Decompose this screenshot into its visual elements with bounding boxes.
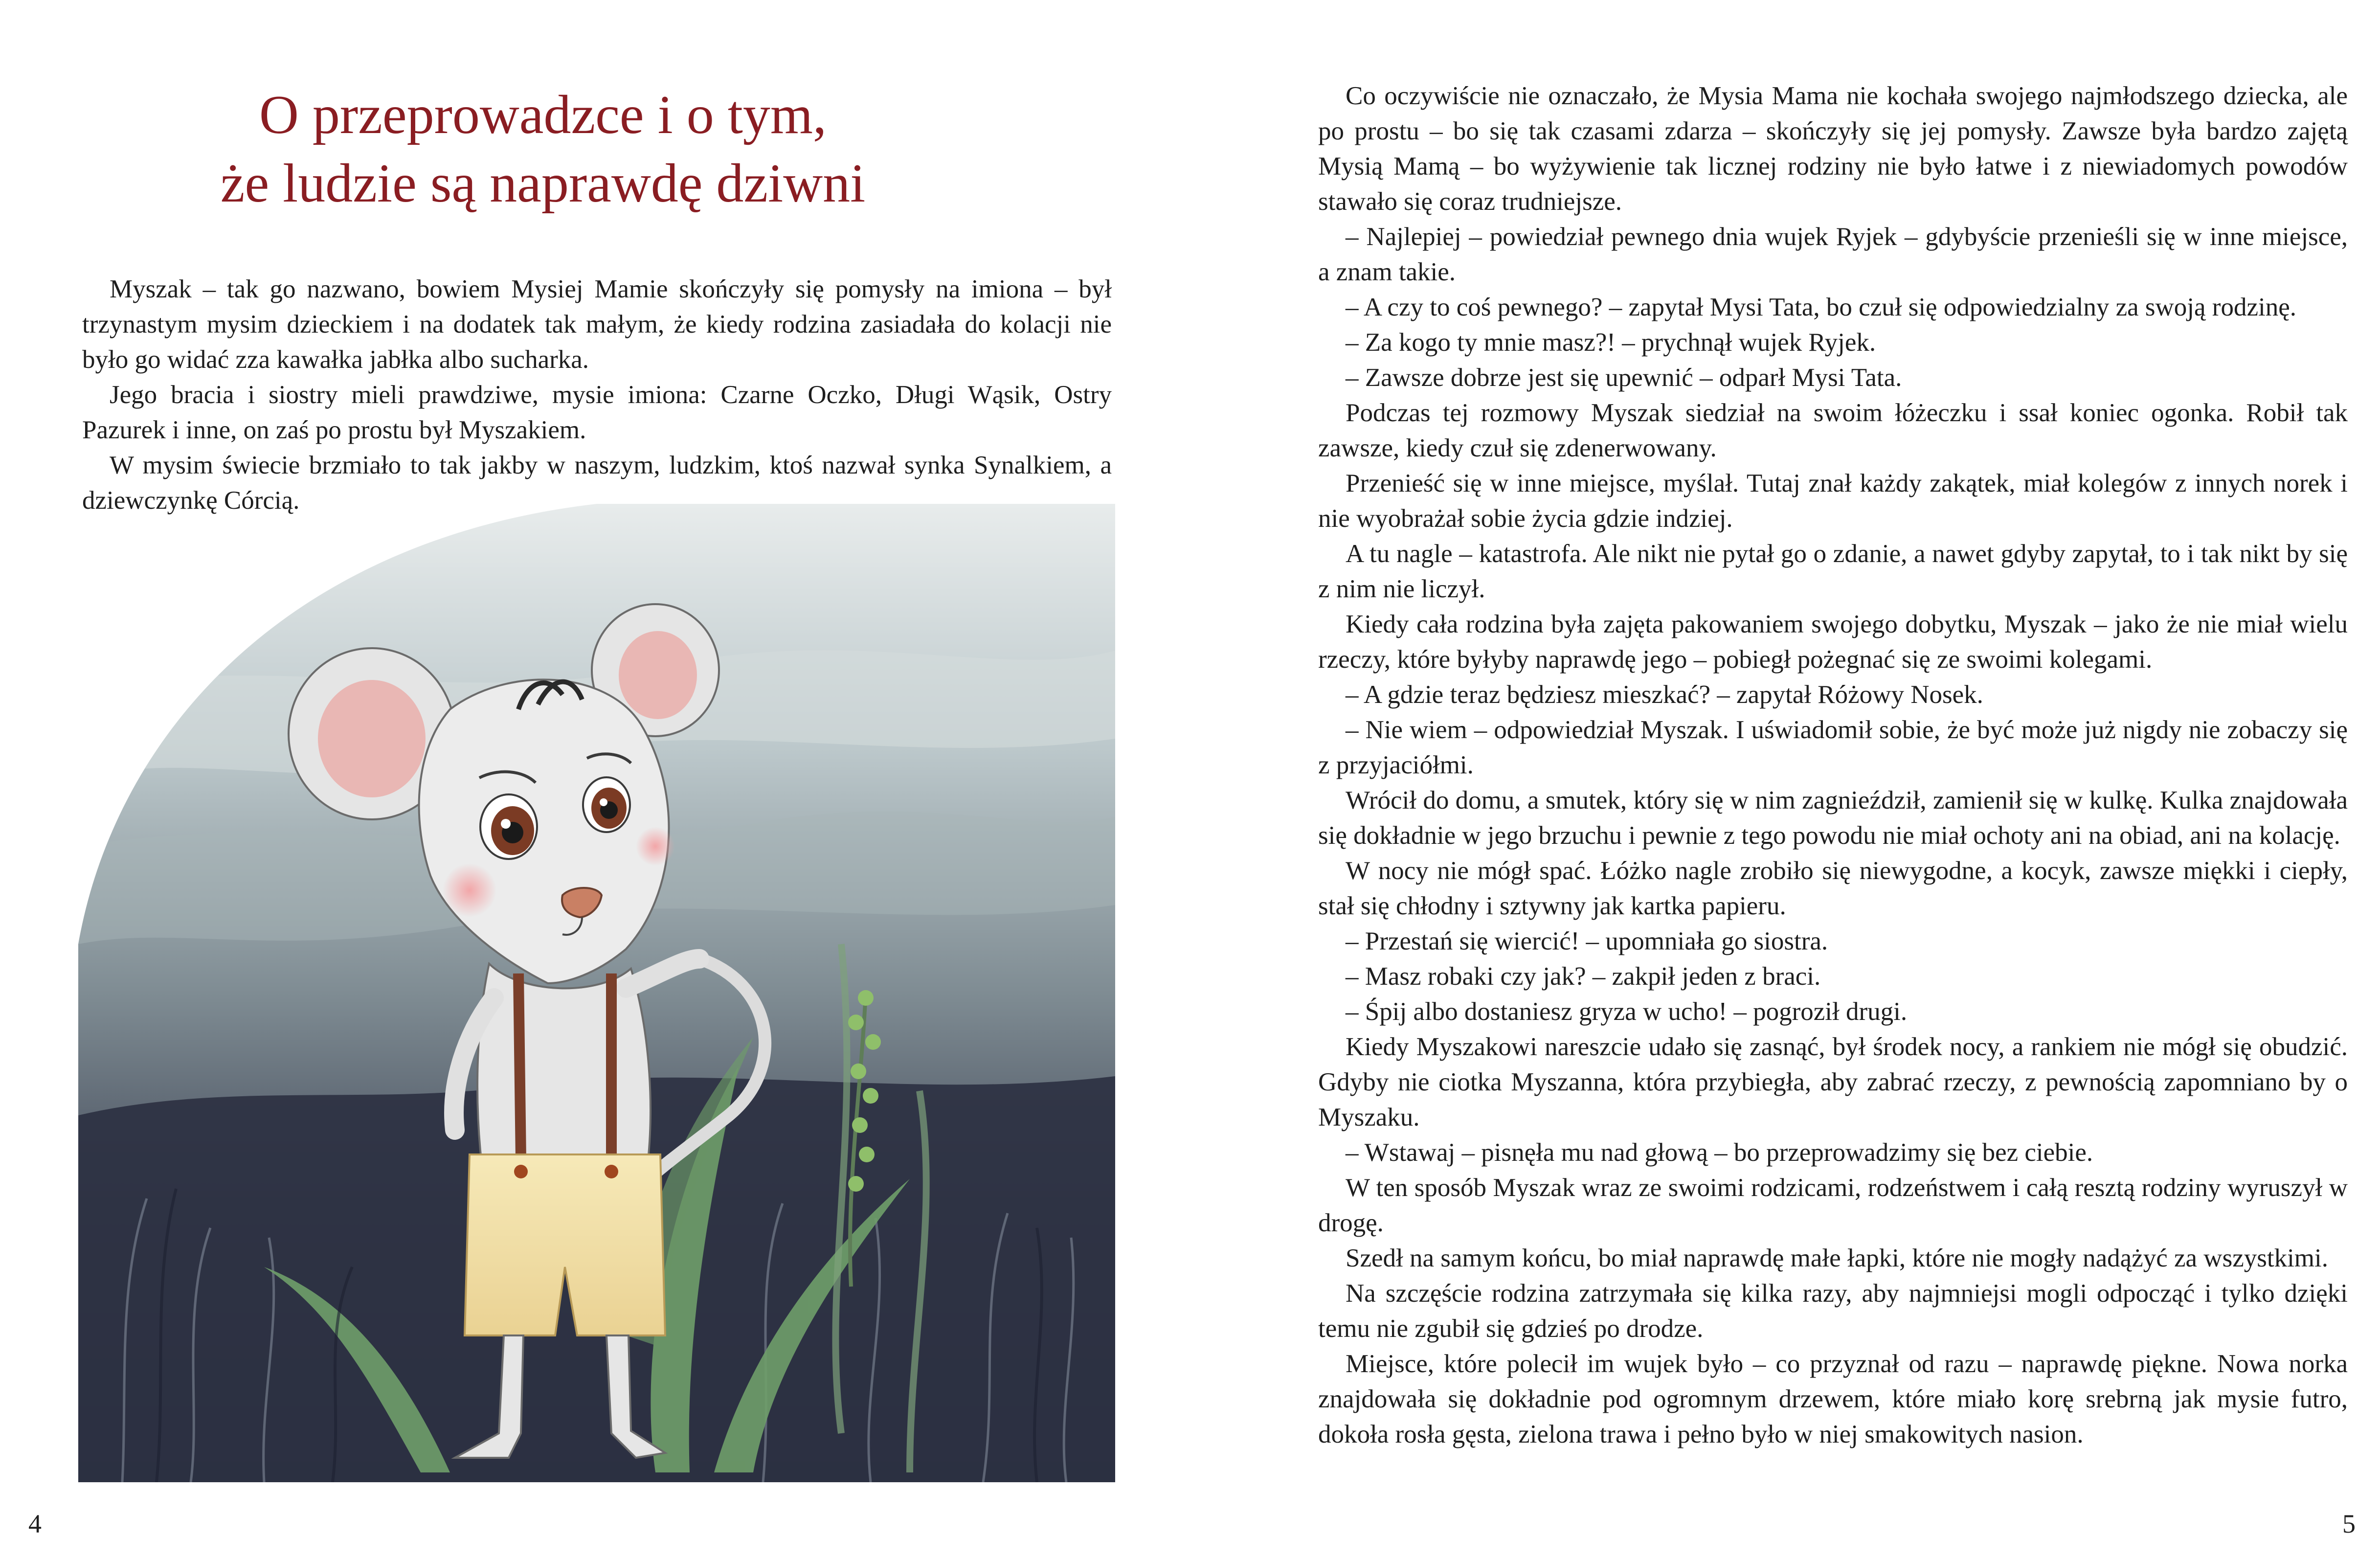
chapter-title [147, 81, 939, 218]
suspender-left [518, 973, 521, 1159]
chapter-title-line-1: O przeprowadzce i o tym, [259, 85, 827, 145]
mouse-illustration-art [78, 504, 1115, 1482]
dialogue-line: – Masz robaki czy jak? – zakpił jeden z braci. [1346, 962, 1821, 991]
left-body-text [82, 271, 1112, 518]
paragraph: W ten sposób Myszak wraz ze swoimi rodzicami, rodzeństwem i całą resztą rodziny wyruszył w drogę. [1318, 1174, 2348, 1237]
dialogue-line: – Zawsze dobrze jest się upewnić – odparł Mysi Tata. [1346, 363, 1902, 392]
dialogue-line: – Wstawaj – pisnęła mu nad głową – bo przeprowadzimy się bez ciebie. [1346, 1138, 2093, 1167]
paragraph: Jego bracia i siostry mieli prawdziwe, mysie imiona: Czarne Oczko, Długi Wąsik, Ostry Pazurek i inne, on zaś po prostu był Myszakiem. [82, 381, 1112, 444]
chapter-title-line-2: że ludzie są naprawdę dziwni [220, 153, 866, 214]
paragraph: Na szczęście rodzina zatrzymała się kilka razy, aby najmniejsi mogli odpocząć i tylko dzięki temu nie zgubił się gdzieś po drodze. [1318, 1279, 2348, 1343]
dialogue-line: – Najlepiej – powiedział pewnego dnia wujek Ryjek – gdybyście przenieśli się w inne miejsce, a znam takie. [1318, 223, 2348, 286]
right-body-text [1318, 78, 2348, 1452]
dialogue-line: – Śpij albo dostaniesz gryza w ucho! – pogroził drugi. [1346, 997, 1908, 1026]
page-number-right: 5 [2342, 1509, 2356, 1538]
dialogue-line: – Przestań się wiercić! – upomniała go siostra. [1346, 927, 1828, 955]
paragraph: Co oczywiście nie oznaczało, że Mysia Mama nie kochała swojego najmłodszego dziecka, ale po prostu – bo się tak czasami zdarza – skończyły się jej pomysły. Zawsze była bardzo zajętą Mysią Mamą – bo wyżywienie tak licznej rodziny nie było łatwe i z niewiadomych powodów stawało się coraz trudniejsze. [1318, 82, 2348, 216]
paragraph: A tu nagle – katastrofa. Ale nikt nie pytał go o zdanie, a nawet gdyby zapytał, to i tak nikt by się z nim nie liczył. [1318, 540, 2348, 603]
paragraph: Myszak – tak go nazwano, bowiem Mysiej Mamie skończyły się pomysły na imiona – był trzynastym mysim dzieckiem i na dodatek tak małym, że kiedy rodzina zasiadała do kolacji nie było go widać zza kawałka jabłka albo sucharka. [82, 275, 1112, 374]
paragraph: Podczas tej rozmowy Myszak siedział na swoim łóżeczku i ssał koniec ogonka. Robił tak zawsze, kiedy czuł się zdenerwowany. [1318, 399, 2348, 462]
paragraph: Szedł na samym końcu, bo miał naprawdę małe łapki, które nie mogły nadążyć za wszystkimi. [1346, 1244, 2329, 1272]
mouse-illustration [78, 504, 1115, 1482]
paragraph: Wrócił do domu, a smutek, który się w nim zagnieździł, zamienił się w kulkę. Kulka znajdowała się dokładnie w jego brzuchu i pewnie z tego powodu nie miał ochoty ani na obiad, ani na kolację. [1318, 786, 2348, 850]
paragraph: Kiedy cała rodzina była zajęta pakowaniem swojego dobytku, Myszak – jako że nie miał wielu rzeczy, które byłyby naprawdę jego – pobiegł pożegnać się ze swoimi kolegami. [1318, 610, 2348, 674]
paragraph: W mysim świecie brzmiało to tak jakby w naszym, ludzkim, ktoś nazwał synka Synalkiem, a dziewczynkę Córcią. [82, 451, 1112, 515]
dialogue-line: – A czy to coś pewnego? – zapytał Mysi Tata, bo czuł się odpowiedzialny za swoją rodzinę. [1346, 293, 2296, 321]
paragraph: Miejsce, które polecił im wujek było – co przyznał od razu – naprawdę piękne. Nowa norka znajdowała się dokładnie pod ogromnym drzewem, które miało korę srebrną jak mysie futro, dokoła rosła gęsta, zielona trawa i pełno było w niej smakowitych nasion. [1318, 1350, 2348, 1448]
dialogue-line: – Nie wiem – odpowiedział Myszak. I uświadomił sobie, że być może już nigdy nie zobaczy się z przyjaciółmi. [1318, 716, 2348, 779]
page-number-left: 4 [28, 1509, 42, 1538]
dialogue-line: – Za kogo ty mnie masz?! – prychnął wujek Ryjek. [1346, 328, 1876, 357]
dialogue-line: – A gdzie teraz będziesz mieszkać? – zapytał Różowy Nosek. [1346, 680, 1983, 709]
paragraph: W nocy nie mógł spać. Łóżko nagle zrobiło się niewygodne, a kocyk, zawsze miękki i ciepły, stał się chłodny i sztywny jak kartka papieru. [1318, 857, 2348, 920]
paragraph: Kiedy Myszakowi nareszcie udało się zasnąć, był środek nocy, a rankiem nie mógł się obudzić. Gdyby nie ciotka Myszanna, która przybiegła, aby zabrać rzeczy, z pewnością zapomniano by o Myszaku. [1318, 1033, 2348, 1131]
right-page [1190, 0, 2380, 1560]
paragraph: Przenieść się w inne miejsce, myślał. Tutaj znał każdy zakątek, miał kolegów z innych norek i nie wyobrażał sobie życia gdzie indziej. [1318, 469, 2348, 533]
